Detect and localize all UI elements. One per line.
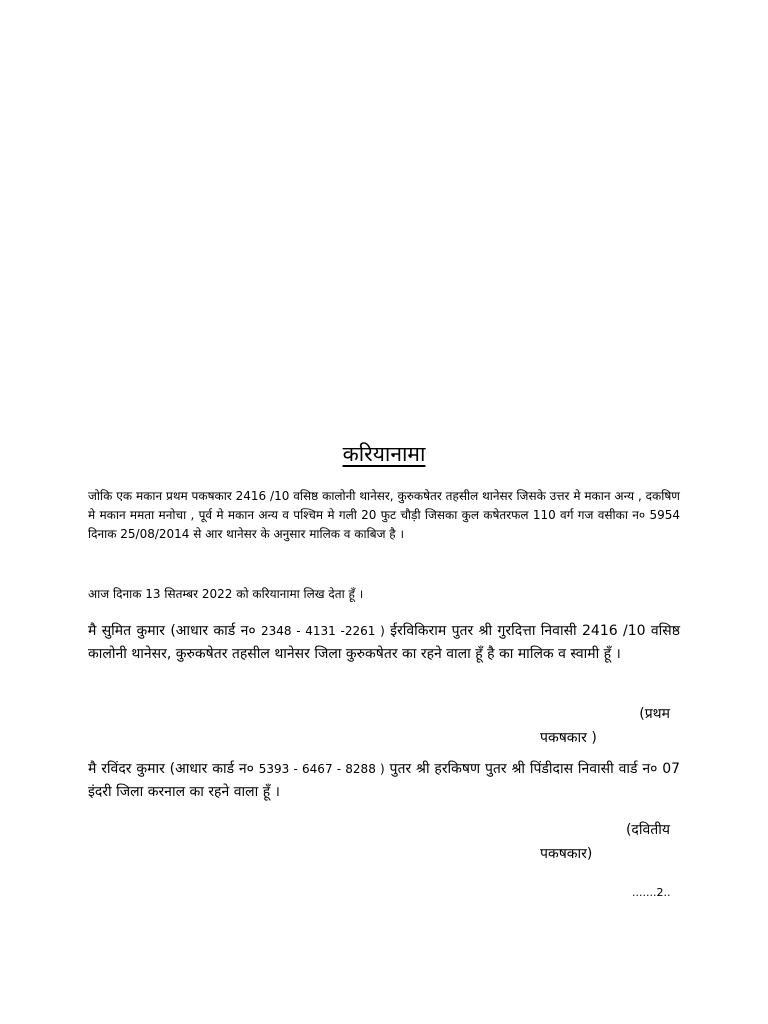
- second-party-paragraph: [88, 758, 680, 804]
- date-statement-paragraph: आज दिनाक 13 सितम्बर 2022 को करियानामा लिख देता हूँ ।: [88, 587, 364, 601]
- second-party-label-line2: पकषकार): [540, 846, 593, 862]
- first-party-paragraph: [88, 620, 680, 666]
- first-party-aadhaar-number: 2348 - 4131 -2261 ): [261, 624, 385, 638]
- second-party-label-line1: (दवितीय: [625, 822, 670, 838]
- first-party-intro: मै सुमित कुमार (आधार कार्ड न०: [88, 623, 256, 639]
- property-description-paragraph: जोकि एक मकान प्रथम पकषकार 2416 /10 वसिष्ठ कालोनी थानेसर, कुरुकषेतर तहसील थानेसर जिसके उत्तर मे मकान अन्य , दकषिण मे मकान ममता मनोचा , पूर्व मे मकान अन्य व पश्चिम मे गली 20 फुट चौड़ी जिसका कुल कषेतरफल 110 वर्ग गज वसीका न० 5954 दिनाक 25/08/2014 से आर थानेसर के अनुसार मालिक व काबिज है ।: [88, 489, 680, 541]
- second-party-details: पुतर श्री हरकिषण पुतर श्री पिंडीदास निवासी वार्ड न० 07 इंदरी जिला करनाल का रहने वाला हूँ ।: [88, 761, 681, 800]
- document-title: करियानामा: [342, 442, 426, 466]
- first-party-label-line1: (प्रथम: [639, 706, 670, 722]
- second-party-aadhaar-number: 5393 - 6467 - 8288 ): [258, 762, 385, 776]
- page-number: .......2..: [632, 886, 671, 899]
- first-party-label-line2: पकषकार ): [540, 730, 597, 746]
- second-party-label: [540, 818, 670, 866]
- first-party-label: [540, 702, 670, 750]
- second-party-intro: मै रविंदर कुमार (आधार कार्ड न०: [88, 761, 254, 777]
- first-party-details: ईरविकिराम पुतर श्री गुरदित्ता निवासी 2416 /10 वसिष्ठ कालोनी थानेसर, कुरुकषेतर तहसील थानेसर जिला कुरुकषेतर का रहने वाला हूँ है का मालिक व स्वामी हूँ ।: [88, 623, 680, 662]
